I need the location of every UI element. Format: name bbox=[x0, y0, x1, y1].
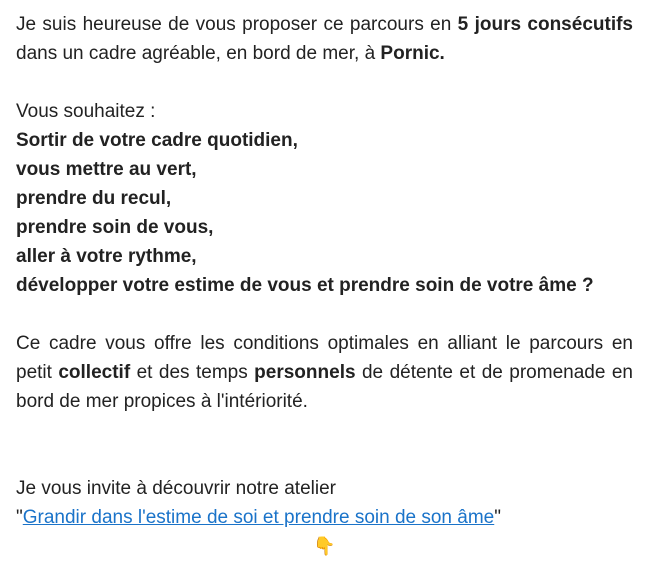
wish-item: prendre soin de vous, bbox=[16, 217, 214, 238]
conditions-text-2: et des temps bbox=[130, 362, 255, 383]
wish-item: développer votre estime de vous et prendre soin de votre âme ? bbox=[16, 275, 594, 296]
wishes-block bbox=[16, 97, 633, 300]
intro-location: Pornic. bbox=[380, 43, 445, 64]
intro-duration: 5 jours consécutifs bbox=[457, 14, 633, 35]
conditions-collective: collectif bbox=[58, 362, 131, 383]
wish-item: Sortir de votre cadre quotidien, bbox=[16, 130, 298, 151]
intro-paragraph bbox=[16, 10, 633, 68]
conditions-text-1: Ce cadre vous offre les conditions optimales en alliant le parcours en petit bbox=[16, 333, 633, 383]
workshop-link[interactable]: Grandir dans l'estime de soi et prendre soin de son âme bbox=[22, 507, 495, 528]
pointing-down-hand-icon: 👇 bbox=[313, 536, 336, 557]
quote-close: " bbox=[494, 507, 501, 528]
wish-item: prendre du recul, bbox=[16, 188, 172, 209]
invite-block bbox=[16, 474, 633, 532]
conditions-text-3: de détente et de promenade en bord de mer propices à l'intériorité. bbox=[16, 362, 633, 412]
wish-item: vous mettre au vert, bbox=[16, 159, 197, 180]
conditions-personal: personnels bbox=[254, 362, 356, 383]
conditions-paragraph bbox=[16, 329, 633, 416]
wishes-lead: Vous souhaitez : bbox=[16, 101, 156, 122]
invite-text: Je vous invite à découvrir notre atelier bbox=[16, 478, 336, 499]
emoji-row bbox=[16, 532, 633, 561]
quote-open: " bbox=[16, 507, 23, 528]
invite-link-line bbox=[16, 503, 633, 532]
intro-text-1: Je suis heureuse de vous proposer ce parcours en bbox=[16, 14, 458, 35]
wish-item: aller à votre rythme, bbox=[16, 246, 197, 267]
intro-text-2: dans un cadre agréable, en bord de mer, à bbox=[16, 43, 381, 64]
